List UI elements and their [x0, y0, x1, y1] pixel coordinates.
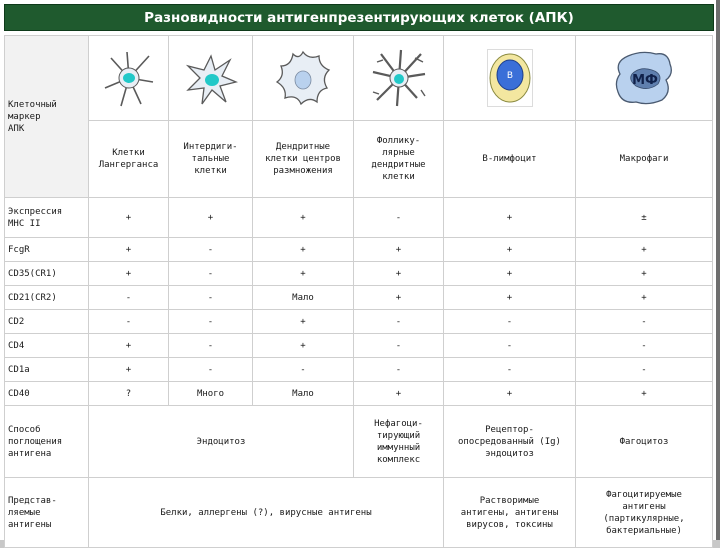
table-row: [5, 382, 713, 406]
marker-value: ?: [89, 382, 169, 406]
marker-name: CD35(CR1): [5, 262, 89, 286]
marker-value: -: [444, 334, 576, 358]
marker-value: +: [354, 382, 444, 406]
table-row: [5, 262, 713, 286]
marker-value: -: [169, 358, 253, 382]
uptake-follicular: Нефагоци- тирующий иммунный комплекс: [354, 406, 444, 478]
interdigital-cell-icon: [184, 48, 238, 108]
title-bar: [4, 4, 714, 31]
marker-value: +: [89, 358, 169, 382]
marker-name: FcgR: [5, 238, 89, 262]
table-row: [5, 310, 713, 334]
marker-value: +: [169, 198, 253, 238]
marker-value: +: [89, 262, 169, 286]
presented-row: [5, 478, 713, 548]
marker-value: +: [444, 198, 576, 238]
table-row: [5, 238, 713, 262]
column-icon-cell: [169, 36, 253, 121]
marker-value: Много: [169, 382, 253, 406]
marker-name: CD40: [5, 382, 89, 406]
uptake-label: Способ поглощения антигена: [5, 406, 89, 478]
langerhans-nucleus: [123, 73, 135, 83]
marker-name: CD2: [5, 310, 89, 334]
marker-value: +: [253, 262, 354, 286]
table-row: [5, 334, 713, 358]
slide-edge: [716, 0, 720, 540]
marker-label: Клеточный маркер АПК: [5, 36, 89, 198]
column-icon-cell: [354, 36, 444, 121]
b-cell-letter: В: [506, 71, 513, 81]
uptake-row: [5, 406, 713, 478]
follicular-nucleus: [394, 74, 404, 84]
presented-macrophage: Фагоцитируемые антигены (партикулярные, бактериальные): [576, 478, 713, 548]
marker-value: +: [89, 198, 169, 238]
germinal-nucleus: [295, 71, 311, 89]
marker-value: -: [354, 358, 444, 382]
column-icon-cell: [444, 36, 576, 121]
marker-value: -: [354, 334, 444, 358]
marker-value: ±: [576, 198, 713, 238]
macrophage-letters: МФ: [632, 73, 658, 88]
column-header-germinal-dendritic: Дендритные клетки центров размножения: [253, 121, 354, 198]
marker-value: -: [169, 286, 253, 310]
header-label-row: [5, 121, 713, 198]
table-row: [5, 286, 713, 310]
marker-value: +: [253, 310, 354, 334]
langerhans-cell-icon: [103, 48, 155, 108]
marker-value: Мало: [253, 286, 354, 310]
marker-value: +: [89, 334, 169, 358]
marker-value: -: [89, 310, 169, 334]
table-row: [5, 358, 713, 382]
follicular-dendritic-cell-icon: [371, 48, 427, 108]
marker-value: +: [576, 382, 713, 406]
column-icon-cell: [89, 36, 169, 121]
marker-value: +: [576, 262, 713, 286]
header-icon-row: [5, 36, 713, 121]
marker-value: Мало: [253, 382, 354, 406]
marker-value: -: [576, 358, 713, 382]
marker-value: +: [444, 238, 576, 262]
marker-value: -: [169, 310, 253, 334]
presented-b-cell: Растворимые антигены, антигены вирусов, токсины: [444, 478, 576, 548]
column-header-langerhans: Клетки Лангерганса: [89, 121, 169, 198]
column-header-b-lymphocyte: В-лимфоцит: [444, 121, 576, 198]
marker-value: +: [354, 262, 444, 286]
presented-main: Белки, аллергены (?), вирусные антигены: [89, 478, 444, 548]
marker-value: -: [354, 310, 444, 334]
marker-value: -: [354, 198, 444, 238]
marker-name: CD1a: [5, 358, 89, 382]
marker-value: -: [169, 334, 253, 358]
apk-table: [4, 35, 713, 548]
marker-value: -: [444, 358, 576, 382]
marker-value: +: [444, 382, 576, 406]
marker-value: +: [444, 262, 576, 286]
column-header-interdigital: Интердиги- тальные клетки: [169, 121, 253, 198]
marker-value: +: [576, 286, 713, 310]
column-icon-cell: [253, 36, 354, 121]
marker-value: +: [354, 238, 444, 262]
presented-label: Представ- ляемые антигены: [5, 478, 89, 548]
marker-value: +: [253, 238, 354, 262]
marker-name: CD21(CR2): [5, 286, 89, 310]
macrophage-icon: [612, 48, 676, 108]
marker-value: +: [354, 286, 444, 310]
column-icon-cell: [576, 36, 713, 121]
marker-value: +: [444, 286, 576, 310]
marker-value: -: [444, 310, 576, 334]
table-row: [5, 198, 713, 238]
marker-value: -: [253, 358, 354, 382]
marker-value: +: [89, 238, 169, 262]
marker-value: -: [89, 286, 169, 310]
marker-value: -: [576, 310, 713, 334]
marker-value: -: [169, 238, 253, 262]
uptake-b-cell: Рецептор- опосредованный (Ig) эндоцитоз: [444, 406, 576, 478]
marker-name: Экспрессия МНС II: [5, 198, 89, 238]
slide-title: Разновидности антигенпрезентирующих клеток (АПК): [144, 9, 574, 26]
uptake-endocytosis: Эндоцитоз: [89, 406, 354, 478]
marker-value: +: [576, 238, 713, 262]
b-lymphocyte-icon: [487, 49, 533, 107]
marker-value: +: [253, 334, 354, 358]
column-header-macrophage: Макрофаги: [576, 121, 713, 198]
marker-value: +: [253, 198, 354, 238]
marker-value: -: [169, 262, 253, 286]
germinal-dendritic-cell-icon: [275, 48, 331, 108]
column-header-follicular-dendritic: Фоллику- лярные дендритные клетки: [354, 121, 444, 198]
marker-name: CD4: [5, 334, 89, 358]
uptake-macrophage: Фагоцитоз: [576, 406, 713, 478]
marker-value: -: [576, 334, 713, 358]
interdigital-nucleus: [205, 74, 219, 86]
